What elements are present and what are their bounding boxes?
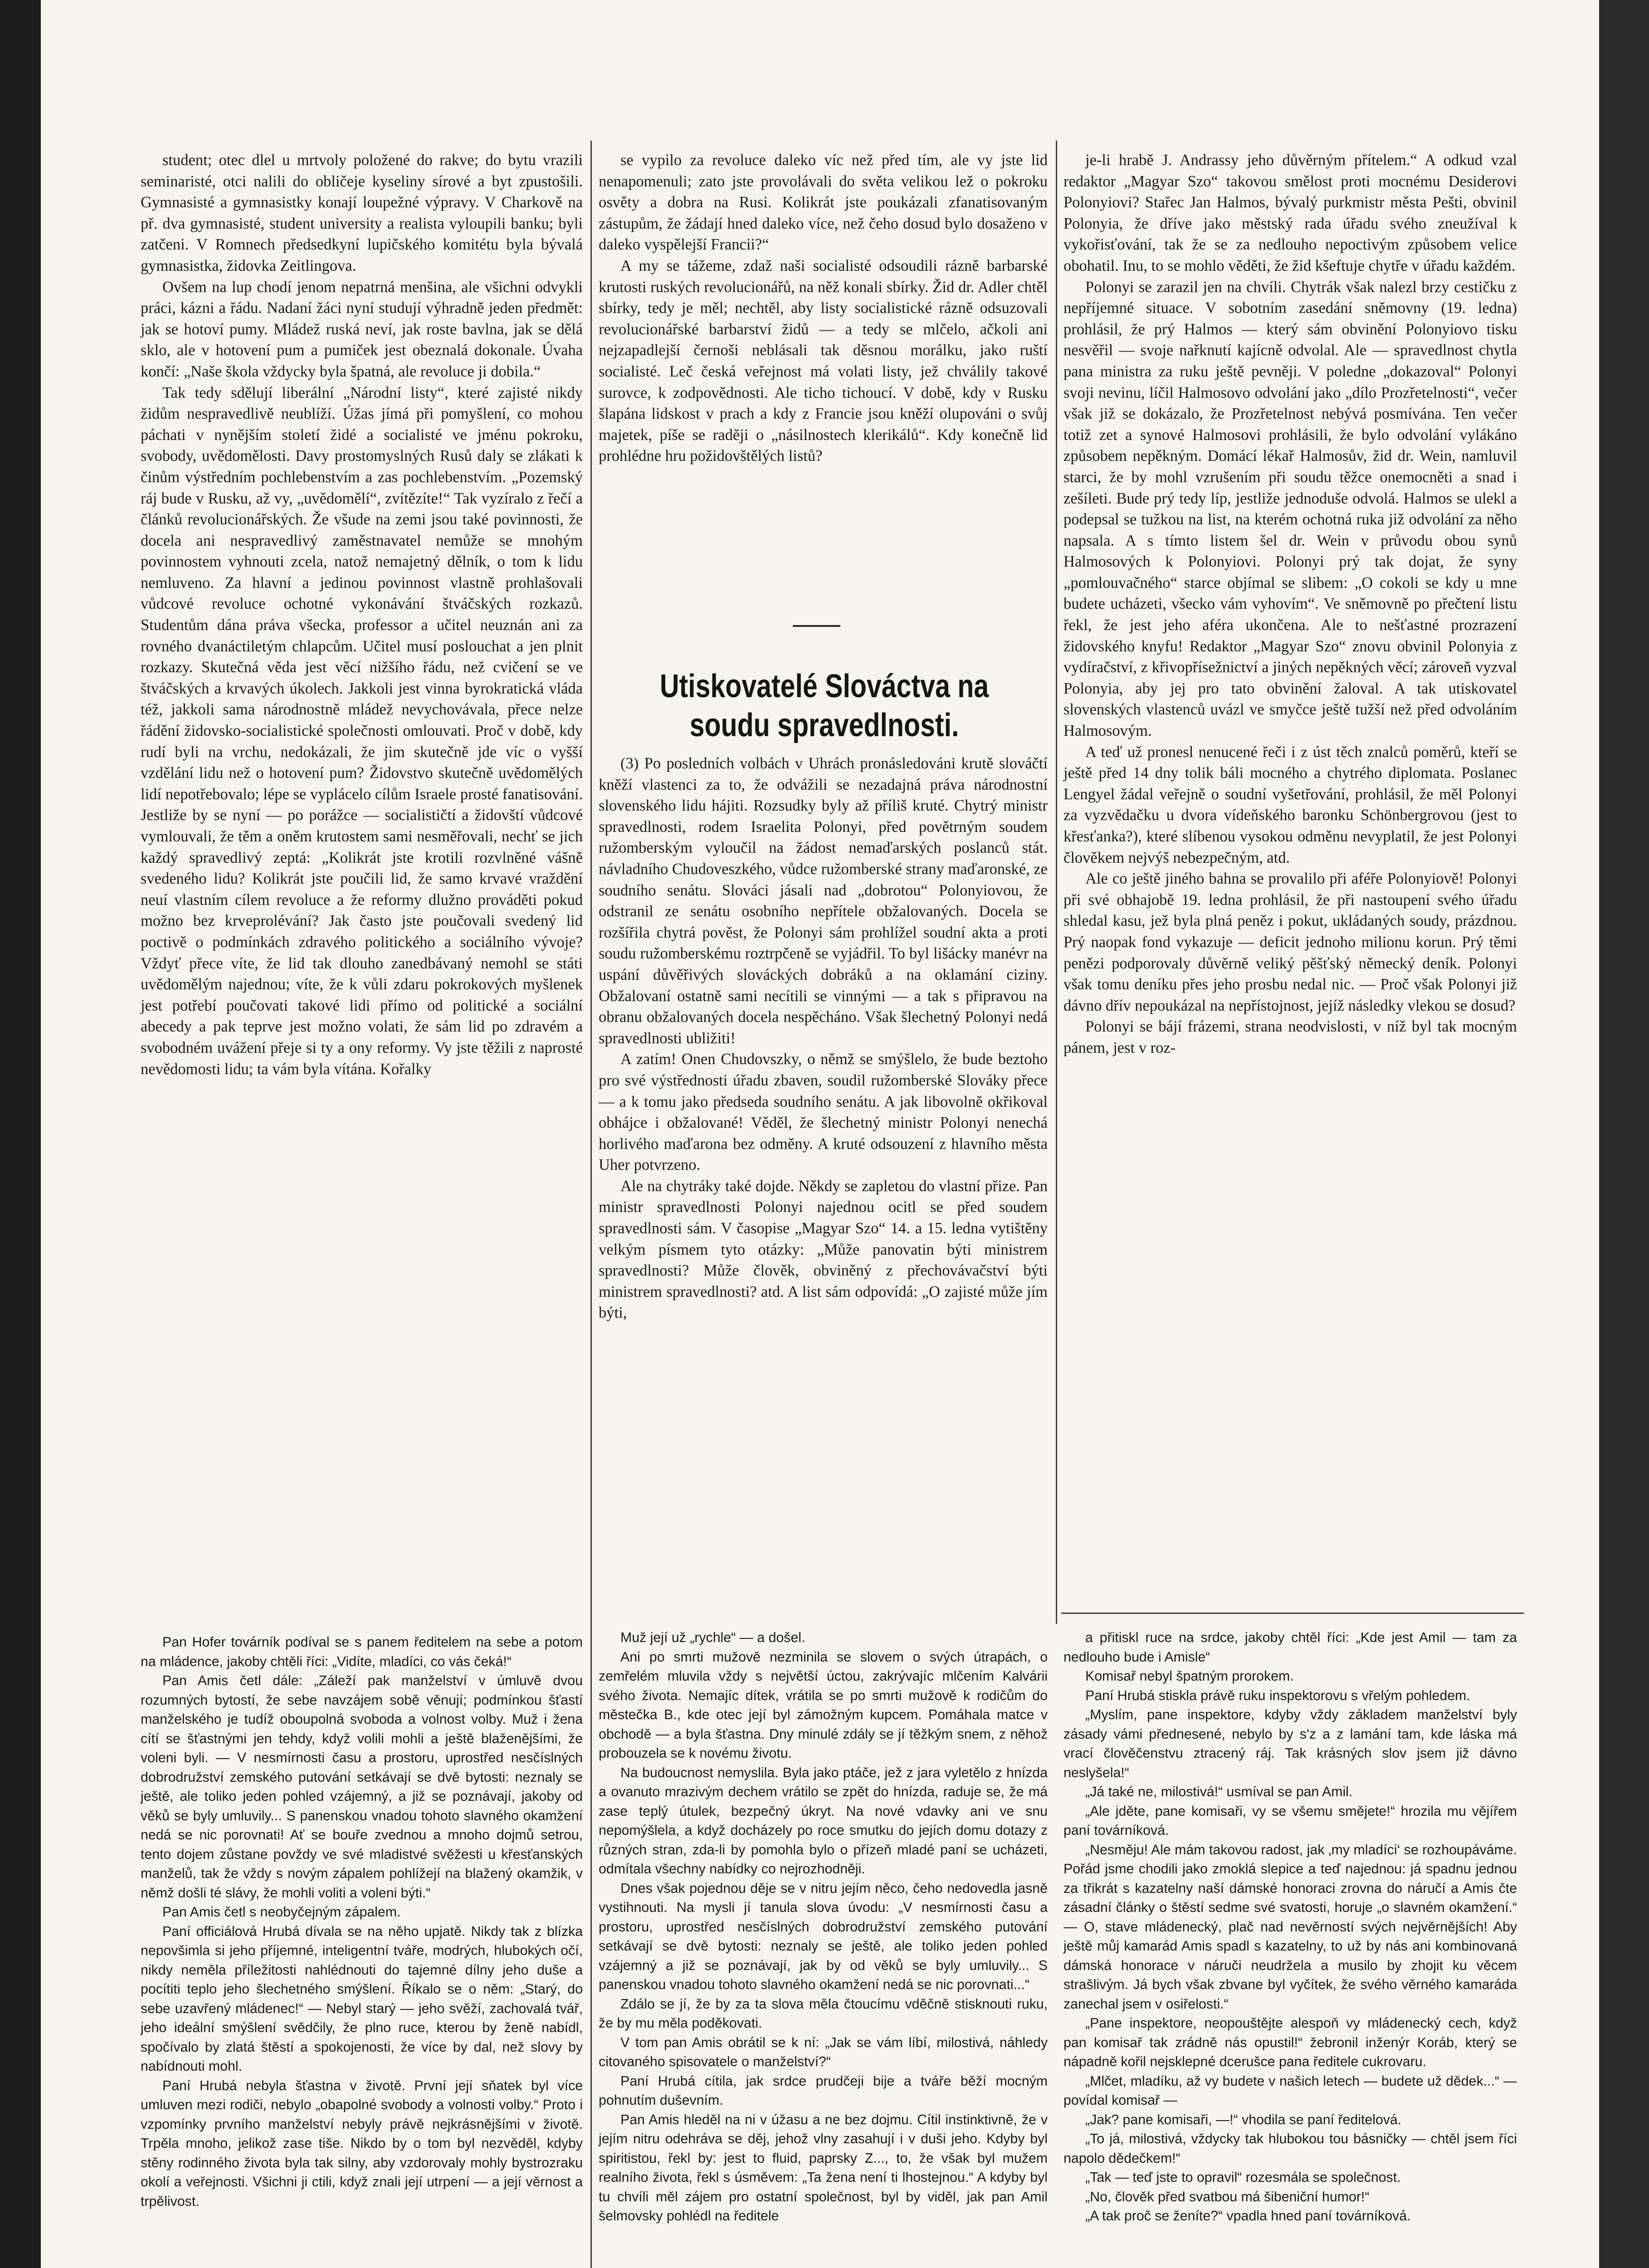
paragraph: „Myslím, pane inspektore, kdyby vždy základem manželství byly zásady vámi přednesené, nebylo by s'z a z lamání tam, kde láska má vrací člověčenstvu ztracený ráj. Tak krásných slov jsem již dávno neslyšela!“ [1064,1707,1517,1780]
paragraph: A zatím! Onen Chudovszky, o němž se smýšlelo, že bude beztoho pro své výstřednosti úřadu zbaven, soudil ružomberské Slováky přece — a k tomu jako předseda soudního senátu. A jak libovolně okřikoval obhájce i obžalované! Věděl, že šlechetný ministr Polonyi nenechá horlivého maďarona bez odměny. A kruté odsouzení z hlavního města Uher potvrzeno. [599,1051,1048,1174]
paragraph: Ale co ještě jiného bahna se provalilo při aféře Polonyiově! Polonyi při své obhajobě 19. ledna prohlásil, že při nastoupení svého úřadu shledal kasu, jež byla plná peněz i pokut, ukládaných soudy, prázdnou. Prý naopak fond vykazuje — deficit jednoho milionu korun. Prý těmi penězi podporovaly důvěrně veliký pěšťský německý deník. Polonyi však tomu deníku přes jeho prosbu nedal nic. — Proč však Polonyi již dávno dřív nepoukázal na nepřístojnost, jejíž následky vlekou se dosud? [1064,870,1517,1014]
paragraph: Muž její už „rychle“ — a došel. [620,1630,805,1645]
paragraph: Pan Amis četl s neobyčejným zápalem. [162,1905,401,1920]
paragraph: „Nesměju! Ale mám takovou radost, jak ‚my mladíci‘ se rozhoupáváme. Pořád jsme chodili jako zmoklá slepice a teď najednou: já spadnu jednou za třikrát s kazatelny naší dámské honoraci zrovna do náručí a Amis čte zásadní články o štěstí sedme své svatosti, horuje „o slavném okamžení.“ — O, stave mládenecký, plač nad nevěrností svých nejvěrnějších! Aby ještě můj kamarád Amis spadl s kazatelny, to už by nás ani kombinovaná dámská honorace v náruči neudržela a musilo by zhojit ku věcem strašlivým. Já bych však zbvane byl vyčítek, že svého věrného kamaráda zanechal jsem v osiřelosti.“ [1064,1842,1517,2012]
lower-column-left [141,1633,583,2211]
paragraph: Pan Hofer továrník podíval se s panem ředitelem na sebe a potom na mládence, jakoby chtěli říci: „Vidíte, mladíci, co vás čeká!“ [141,1635,583,1669]
paragraph: „Tak — teď jste to opravil“ rozesmála se společnost. [1085,2170,1401,2185]
upper-column-middle-bottom [599,753,1048,1324]
scan-edge-right [1599,0,1649,2268]
paragraph: „Pane inspektore, neopouštějte alespoň vy mládenecký cech, když pan komisař tak zrádně nás opustil!“ žebronil inženýr Koráb, který se nápadně kořil nejsklepné dcerušce pana ředitele cukrovaru. [1064,2016,1517,2069]
paragraph: Ovšem na lup chodí jenom nepatrná menšina, ale všichni odvykli práci, kázni a řádu. Nadaní žáci nyní studují výhradně jeden předmět: jak se hotoví pumy. Mládež ruská neví, jak roste bavlna, jak se dělá sklo, ale v hotovení pum a pumiček jest obeznalá dokonale. Úvaha končí: „Naše škola vždycky byla špatná, ale revoluce ji dobila.“ [141,278,583,380]
lower-column-right [1064,1628,1517,2226]
paragraph: Ale na chytráky také dojde. Někdy se zapletou do vlastní přize. Pan ministr spravedlnosti Polonyi najednou ocitl se před soudem spravedlnosti sám. V časopise „Magyar Szo“ 14. a 15. ledna vytištěny velkým písmem tyto otázky: „Může panovatin býti ministrem spravedlnosti? Může člověk, obviněný z přechovávačství býti ministrem spravedlnosti? atd. A list sám odpovídá: „O zajisté může jím býti, [599,1177,1048,1322]
paragraph: A teď už pronesl nenucené řeči i z úst těch znalců poměrů, kteří se ještě před 14 dny tolik báli mocného a chytrého diplomata. Poslanec Lengyel žádal veřejně o soudní vyšetřování, prohlásil, že měl Polonyi za vyzvědačku u dvora vídeňského baronku Schönbergrovou (jest to křesťanka?), které slíbenou vysokou odměnu nevyplatil, že jest Polonyi člověkem nejvýš nebezpečným, atd. [1064,743,1517,866]
section-rule [1061,1613,1524,1614]
column-rule-left [590,141,592,2268]
paragraph: Paní Hrubá nebyla šťastna v životě. První její sňatek byl více umluven mezi rodiči, nebylo „obapolné svobody a volnosti volby.“ Proto i vzpomínky prvního manželství nebyly právě nejkrásnějšími v životě. Trpěla mnoho, jelikož zase tiše. Nikdo by o tom byl nezvěděl, kdyby stěny rodinného života byla tak silny, aby vzdorovaly mohly bystrozraku okolí a veřejnosti. Všichni ji ctili, když znali její utrpení — a její věrnost a trpělivost. [141,2078,583,2209]
paragraph: A my se tážeme, zdaž naši socialisté odsoudili rázně barbarské krutosti ruských revolucionářů, na něž konali sbírky. Žid dr. Adler chtěl sbírky, tedy je měl; nechtěl, aby listy socialistické rázně odsuzovali revolucionářské barbarství židů — a tedy se mlčelo, ačkoli ani nejzapadlejší černoši neblásali tak děsnou morálku, jako ruští socialisté. Leč česká veřejnost má volati listy, jež chválily takové surovce, k zodpovědnosti. Ale ticho tichoucí. V době, kdy v Rusku šlapána lidskost v prach a kdy z Francie jsou kněží olupováni o svůj majetek, píše se raději o „násilnostech klerikálů“. Kdy konečně lid prohlédne hru požidovštělých listů? [599,257,1048,465]
paragraph: „To já, milostivá, vždycky tak hlubokou tou básničky — chtěl jsem říci napolo dědečkem!“ [1064,2131,1517,2166]
paragraph: Komisař nebyl špatným prorokem. [1085,1669,1294,1684]
paragraph: „Já také ne, milostivá!“ usmíval se pan Amil. [1085,1784,1353,1799]
paragraph: Polonyi se bájí frázemi, strana neodvislosti, v níž byl tak mocným pánem, jest v roz- [1064,1018,1517,1056]
paragraph: „Mlčet, mladíku, až vy budete v našich letech — budete už dědek...“ — povídal komisař — [1064,2073,1517,2108]
paragraph: Dnes však pojednou děje se v nitru jejím něco, čeho nedovedla jasně vystihnouti. Na mysli jí tanula slova úvodu: „V nesmírnosti času a prostoru, uprostřed nesčíslných dobrodružství zemského putování setkávají se dvě bytosti: neznaly se ještě, ale toliko jeden pohled vzájemný a již se poznávají, jak by od věků se byly umluvily... S panenskou vnadou tohoto slavného okamžení nedá se nic porovnati...“ [599,1881,1048,1992]
paragraph: „Jak? pane komisaři, —!“ vhodila se paní ředitelová. [1085,2112,1402,2127]
paragraph: se vypilo za revoluce daleko víc než před tím, ale vy jste lid nenapomenuli; zato jste provolávali do světa velikou lež o pokroku osvěty a dobra na Rusi. Kolikrát jste poukázali zfanatisovaným zástupům, že žádají hned daleko více, než čeho dosud bylo dosaženo v daleko vyspělejší Francii?“ [599,152,1048,254]
paragraph: Paní officiálová Hrubá dívala se na něho upjatě. Nikdy tak z blízka nepovšimla si jeho příjemné, inteligentní tváře, modrých, hlubokých očí, nikdy neměla příležitosti nahlédnouti do tajemné dílny jeho duše a pocítiti teplo jeho šlechetného smýšlení. Říkalo se o něm: „Starý, do sebe uzavřený mládenec!“ — Nebyl starý — jeho svěží, zachovalá tvář, jeho ideální smýšlení svědčily, že plno ruce, kterou by ženě nabídl, spočívalo by zlatá štěstí a spokojenosti, že více by dal, než slovy by nabídnouti mohl. [141,1924,583,2074]
paragraph: Paní Hrubá cítila, jak srdce prudčeji bije a tváře běží mocným pohnutím duševním. [599,2073,1048,2108]
paragraph: Ani po smrti mužově nezminila se slovem o svých útrapách, o zemřelém mluvila vždy s největší úctou, zakrývajíc mlčením Kalvárii svého života. Nemajíc dítek, vrátila se po smrti mužově k rodičům do městečka B., kde otec její byl zámožným kupcem. Pomáhala matce v obchodě — a byla šťastna. Dny minulé zdály se jí těžkým snem, z něhož probouzela se k novému životu. [599,1649,1048,1761]
scan-edge-left [0,0,41,2268]
paragraph: a přitiskl ruce na srdce, jakoby chtěl říci: „Kde jest Amil — tam za nedlouho bude i Amisle“ [1064,1630,1517,1665]
paragraph: (3) Po posledních volbách v Uhrách pronásledováni krutě slováčtí kněží vlastenci za to, že odvážili se nezadajná práva národnostní slovenského lidu hájiti. Rozsudky byly až příliš kruté. Chytrý ministr spravedlnosti, rodem Israelita Polonyi, před povětrným soudem ružomberským vyloučil na žádost nemaďarských poslanců stát. návladního Chudoveszkého, vůdce ružomberské strany maďaronské, ze soudního senátu. Slováci jásali nad „dobrotou“ Polonyiovou, že odstranil ze senátu osobního nepřítele obžalovaných. Docela se rozšířila chytrá pověst, že Polonyi sám prohlížel soudní akta a proti soudu ružomberskému roztrpčeně se vyjádřil. To byl lišácky manévr na uspání důvěřivých slováckých dobráků a na oklamání ciziny. Obžalovaní ostatně sami necítili se vinnými — a tak s připravou na obranu obžalovaných docela nespěcháno. Však šlechetný Polonyi nedá spravedlnosti ubližiti! [599,755,1048,1047]
paragraph: Pan Amis četl dále: „Záleží pak manželství v úmluvě dvou rozumných bytostí, že sebe navzájem sobě věnují; podmínkou šťastí manželského je tudíž oboupolná svoboda a volnost volby. Muž i žena cítí se šťastnými jen tehdy, když volili mohli a ještě blaženějšími, že voleni byli. — V nesmírnosti času a prostoru, uprostřed nesčíslných dobrodružství zemského putování setkávají se dvě bytosti: neznaly se ještě, ale toliko jeden pohled vzájemný, a již se poznávají, jakoby od věků se byly umluvily... S panenskou vnadou tohoto slavného okamžení nedá se nic porovnati! Ať se bouře zvednou a mnoho dojmů setrou, tento dojem zůstane povždy ve své mladistvé svěžesti u křesťanských manželů, tak že vždy s novým zápalem pohlížejí na blažený okamžik, v němž došli té slávy, že mohli voliti a voleni býti.“ [141,1673,583,1901]
paragraph: „Ale jděte, pane komisaři, vy se všemu smějete!“ hrozila mu vějířem paní továrníková. [1064,1804,1517,1838]
paragraph: Zdálo se jí, že by za ta slova měla čtoucímu vděčně stisknouti ruku, že by mu měla poděkovati. [599,1996,1048,2031]
paragraph: Polonyi se zarazil jen na chvíli. Chytrák však nalezl brzy cestičku z nepříjemné situace. V sobotním zasedání sněmovny (19. ledna) prohlásil, že prý Halmos — který sám obvinění Polonyiovo tisku nesvěřil — svoje nařknutí kajícně odvolal. Ale — spravedlnost chytla pana ministra za ruku ještě pevněji. V poledne „dokazoval“ Polonyi svoji nevinu, líčil Halmosovo odvolání jako „dílo Prozřetelnosti“, večer však již se dokázalo, že Prozřetelnost nebývá posmívána. Ten večer totiž zet a synové Halmosovi prohlásili, že bylo odvolání vylákáno způsobem nepěkným. Domácí lékař Halmosův, žid dr. Wein, namluvil starci, že by mohl vzrušením při soudu těžce onemocněti a snad i zešíleti. Bude prý tedy líp, jestliže jednoduše odvolá. Halmos se ulekl a podepsal se tužkou na list, na kterém ochotná ruka již odvolání za něho napsala. A s tímto listem šel dr. Wein v průvodu obou synů Halmosových k Polonyiovi. Polonyi prý tak dojat, že syny „pomlouvačného“ starce objímal se slibem: „O cokoli se kdy u mne budete ucházeti, všecko vám vyhovím“. Ve sněmovně po přečtení listu řekl, že jest jeho aféra ukončena. Ale to nešťastné prozrazení židovského knyfu! Redaktor „Magyar Szo“ znovu obvinil Polonyia z vydíračství, z křivopřísežnictví a jiných nepěkných věcí; zároveň vyzval Polonyia, aby jej pro tato obvinění žaloval. A tak utiskovatel slovenských vlastenců uvázl ve smyčce ještě tužší než před odvoláním Halmosovým. [1064,278,1517,740]
paragraph: Pan Amis hleděl na ni v úžasu a ne bez dojmu. Cítil instinktivně, že v jejím nitru odehráva se děj, jehož vlny zasahují i v duši jeho. Kdyby byl spiritistou, řekl by: jest to fluid, paprsky Z..., to, že však byl mužem realního života, řekl s úsměvem: „Ta žena není ti lhostejnou.“ A kdyby byl tu chvíli měl zájem pro ostatní společnost, byl by viděl, jak pan Amil šelmovsky pohlédl na ředitele [599,2112,1048,2224]
upper-column-middle-top [599,150,1048,467]
lower-column-middle [599,1628,1048,2226]
paragraph: Na budoucnost nemyslila. Byla jako ptáče, jež z jara vyletělo z hnízda a ovanuto mrazivým dechem vrátilo se zpět do hnízda, raduje se, že má zase teplý útulek, bezpečný úkryt. Na nové vdavky ani ve snu nepomýšlela, a když docházely po roce smutku do jejích domu dotazy z různých stran, zda-li by pomohla bylo o přízeň mladé paní se ucházeti, odmítala všechny nabídky co nejrozhodněji. [599,1765,1048,1877]
column-rule-right [1056,141,1057,1624]
paragraph: Paní Hrubá stiskla právě ruku inspektorovu s vřelým pohledem. [1085,1688,1470,1703]
article-separator [793,625,840,627]
paragraph: „A tak proč se ženíte?“ vpadla hned paní továrníková. [1085,2209,1411,2224]
paragraph: „No, člověk před svatbou má šibeniční humor!“ [1085,2189,1370,2204]
upper-column-right [1064,150,1517,1059]
paragraph: V tom pan Amis obrátil se k ní: „Jak se vám líbí, milostivá, náhledy citovaného spisovatele o manželství?“ [599,2035,1048,2069]
upper-column-left [141,150,583,1080]
paragraph: student; otec dlel u mrtvoly položené do rakve; do bytu vrazili seminaristé, otci nalili do obličeje kyseliny sírové a byt zpustošili. Gymnasisté a gymnasistky konají loupežné výpravy. V Charkově na př. dva gymnasisté, student university a realista vyloupili banku; byli zatčeni. V Romnech předsedkyní lupičského komitétu byla bývalá gymnasistka, židovka Zeitlingova. [141,152,583,274]
paragraph: je-li hrabě J. Andrassy jeho důvěrným přítelem.“ A odkud vzal redaktor „Magyar Szo“ takovou smělost proti mocnému Desiderovi Polonyiovi? Stařec Jan Halmos, bývalý purkmistr města Pešti, obvinil Polonyia, že dříve jako městský rada úřadu svého zneužíval k vykořisťování, tak že se za nedlouho nepoctivým způsobem velice obohatil. Inu, to se mohlo věděti, že žid kšeftuje chytře v úřadu každém. [1064,152,1517,274]
paragraph: Tak tedy sdělují liberální „Národní listy“, které zajisté nikdy židům nespravedlivě neublíží. Úžas jímá při pomyšlení, co mohou páchati v nynějším století židé a socialisté ve jménu pokroku, svobody, uvědomělosti. Davy prostomyslných Rusů daly se zlákati k činům výstředním pochlebenstvím a zas pochlebenstvím. „Pozemský ráj bude v Rusku, až vy, „uvědomělí“, zvítězíte!“ Tak vyzíralo z řečí a článků revolucionářských. Že všude na zemi jsou také povinnosti, že docela ani nespravedlivý zaměstnavatel nemůže se mnohým povinnostem vyhnouti zcela, natož nemajetný dělník, o tom k lidu nemluveno. Za hlavní a jedinou povinnost vlastně prohlašovali vůdcové revoluce ochotné vykonávání štváčských rozkazů. Studentům dána práva všecka, professor a učitel neuznán ani za rovného dvanáctiletým chlapcům. Učitel musí poslouchat a jen plnit rozkazy. Skutečná věda jest věcí nižšího řádu, než cvičení se ve štváčských a krvavých úkolech. Jakkoli jest vinna byrokratická vláda též, jakkoli sama národnostně mládež nevychovávala, přece nelze řádění židovsko-socialistické společnosti omlouvati. Proč v době, kdy rudí byli na vrchu, nedokázali, že jim skutečně jde víc o vyšší vzdělání lidu než o hotovení pum? Židovstvo skutečně uvědomělých lidí nepotřebovalo; lépe se vyplácelo cílům Israele prosté fanatisování. Jestliže by se nyní — po porážce — socialističtí a židovští vůdcové vymlouvali, že těm a oněm krutostem sami nesměřovali, nechť se jich každý spravedlivý zeptá: „Kolikrát jste krotili rozvlněné vášně svedeného lidu? Kolikrát jste poučili lid, že samo krvavé vraždění neuí vlastním cílem revoluce a že reformy dlužno prováděti pokud možno bez krveprolévání? Jak často jste poučovali svedený lid poctivě o podmínkách zdravého politického a sociálního vývoje? Vždyť přece víte, že lid tak dlouho zanedbávaný nemohl se státi uvědomělým najednou; víte, že k vůli zdaru pokrokových myšlenek jest potřebí poučovati takové lidi přímo od politické a sociální abecedy a pak teprve jest možno volati, že sám lid po zdravém a svobodném uvážení přeje si ty a ony reformy. Vy jste těžili z naprosté nevědomosti lidu; ta vám byla vítána. Kořalky [141,384,583,1078]
article-headline: Utiskovatelé Slováctva na soudu spravedlnosti. [659,668,989,743]
